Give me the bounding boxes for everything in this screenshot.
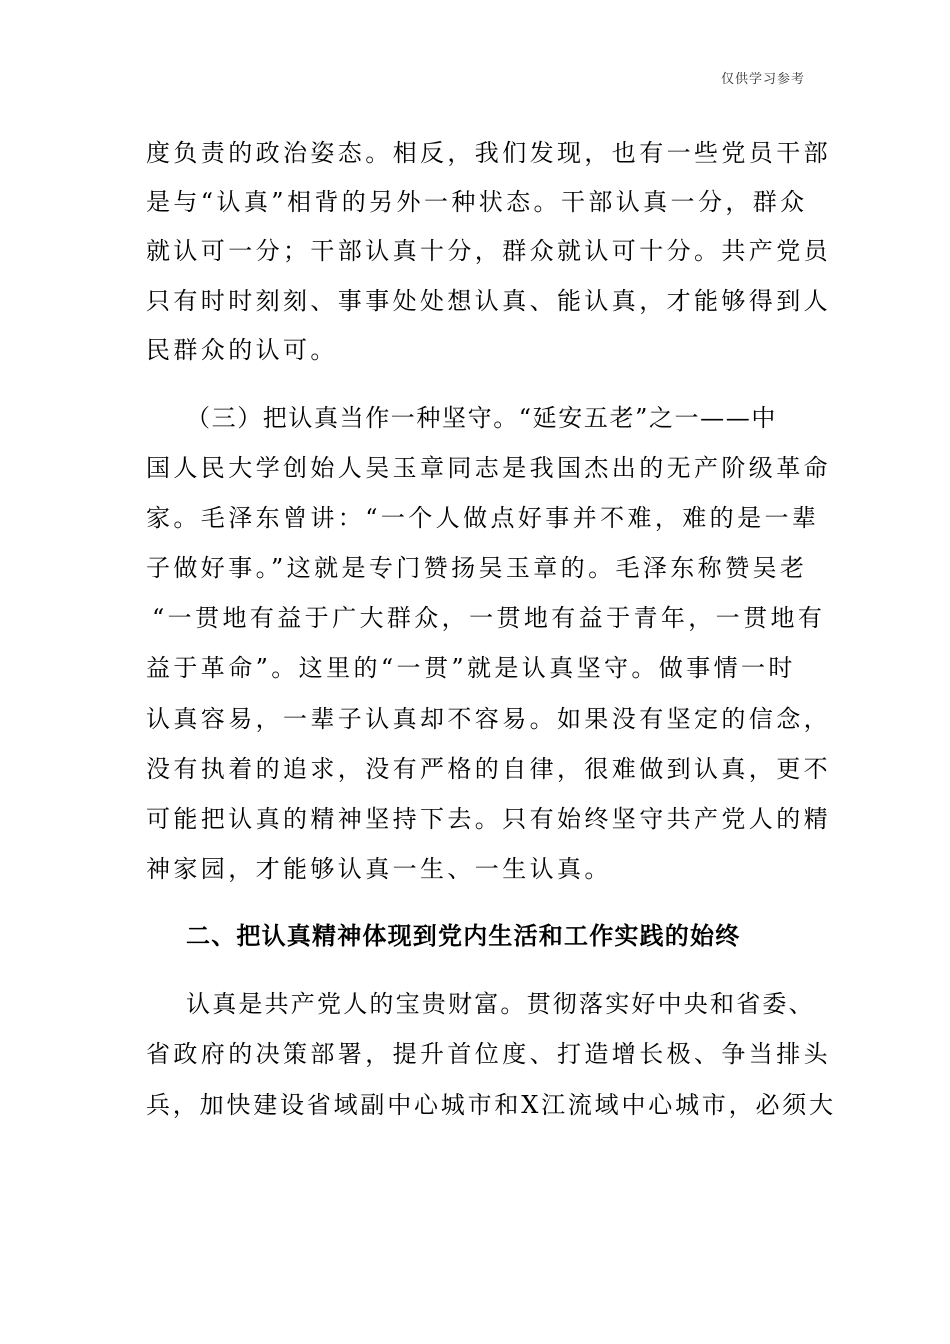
text-line: 省政府的决策部署，提升首位度、打造增长极、争当排头 (146, 1040, 831, 1068)
text-line: 认真容易，一辈子认真却不容易。如果没有坚定的信念， (146, 705, 831, 733)
text-line: 益于革命”。这里的“一贯”就是认真坚守。做事情一时 (146, 654, 796, 682)
text-line: 只有时时刻刻、事事处处想认真、能认真，才能够得到人 (146, 287, 831, 315)
text-line: 认真是共产党人的宝贵财富。贯彻落实好中央和省委、 (186, 990, 815, 1018)
header-note: 仅供学习参考 (720, 72, 805, 87)
text-line: （三）把认真当作一种坚守。“延安五老”之一——中 (186, 404, 777, 432)
text-line: 国人民大学创始人吴玉章同志是我国杰出的无产阶级革命 (146, 454, 831, 482)
text-line: “一贯地有益于广大群众，一贯地有益于青年，一贯地有 (152, 604, 826, 632)
text-line: 就认可一分；干部认真十分，群众就认可十分。共产党员 (146, 237, 831, 265)
text-line: 没有执着的追求，没有严格的自律，很难做到认真，更不 (146, 755, 831, 783)
text-line: 度负责的政治姿态。相反，我们发现，也有一些党员干部 (146, 139, 831, 167)
text-line: 子做好事。”这就是专门赞扬吴玉章的。毛泽东称赞吴老 (146, 554, 808, 582)
text-line: 兵，加快建设省域副中心城市和X江流域中心城市，必须大 (146, 1091, 836, 1119)
text-line: 神家园，才能够认真一生、一生认真。 (146, 855, 612, 883)
text-line: 民群众的认可。 (146, 336, 338, 364)
text-line: 家。毛泽东曾讲：“一个人做点好事并不难，难的是一辈 (146, 504, 820, 532)
section-heading: 二、把认真精神体现到党内生活和工作实践的始终 (186, 922, 741, 950)
text-line: 可能把认真的精神坚持下去。只有始终坚守共产党人的精 (146, 805, 831, 833)
text-line: 是与“认真”相背的另外一种状态。干部认真一分，群众 (146, 188, 808, 216)
